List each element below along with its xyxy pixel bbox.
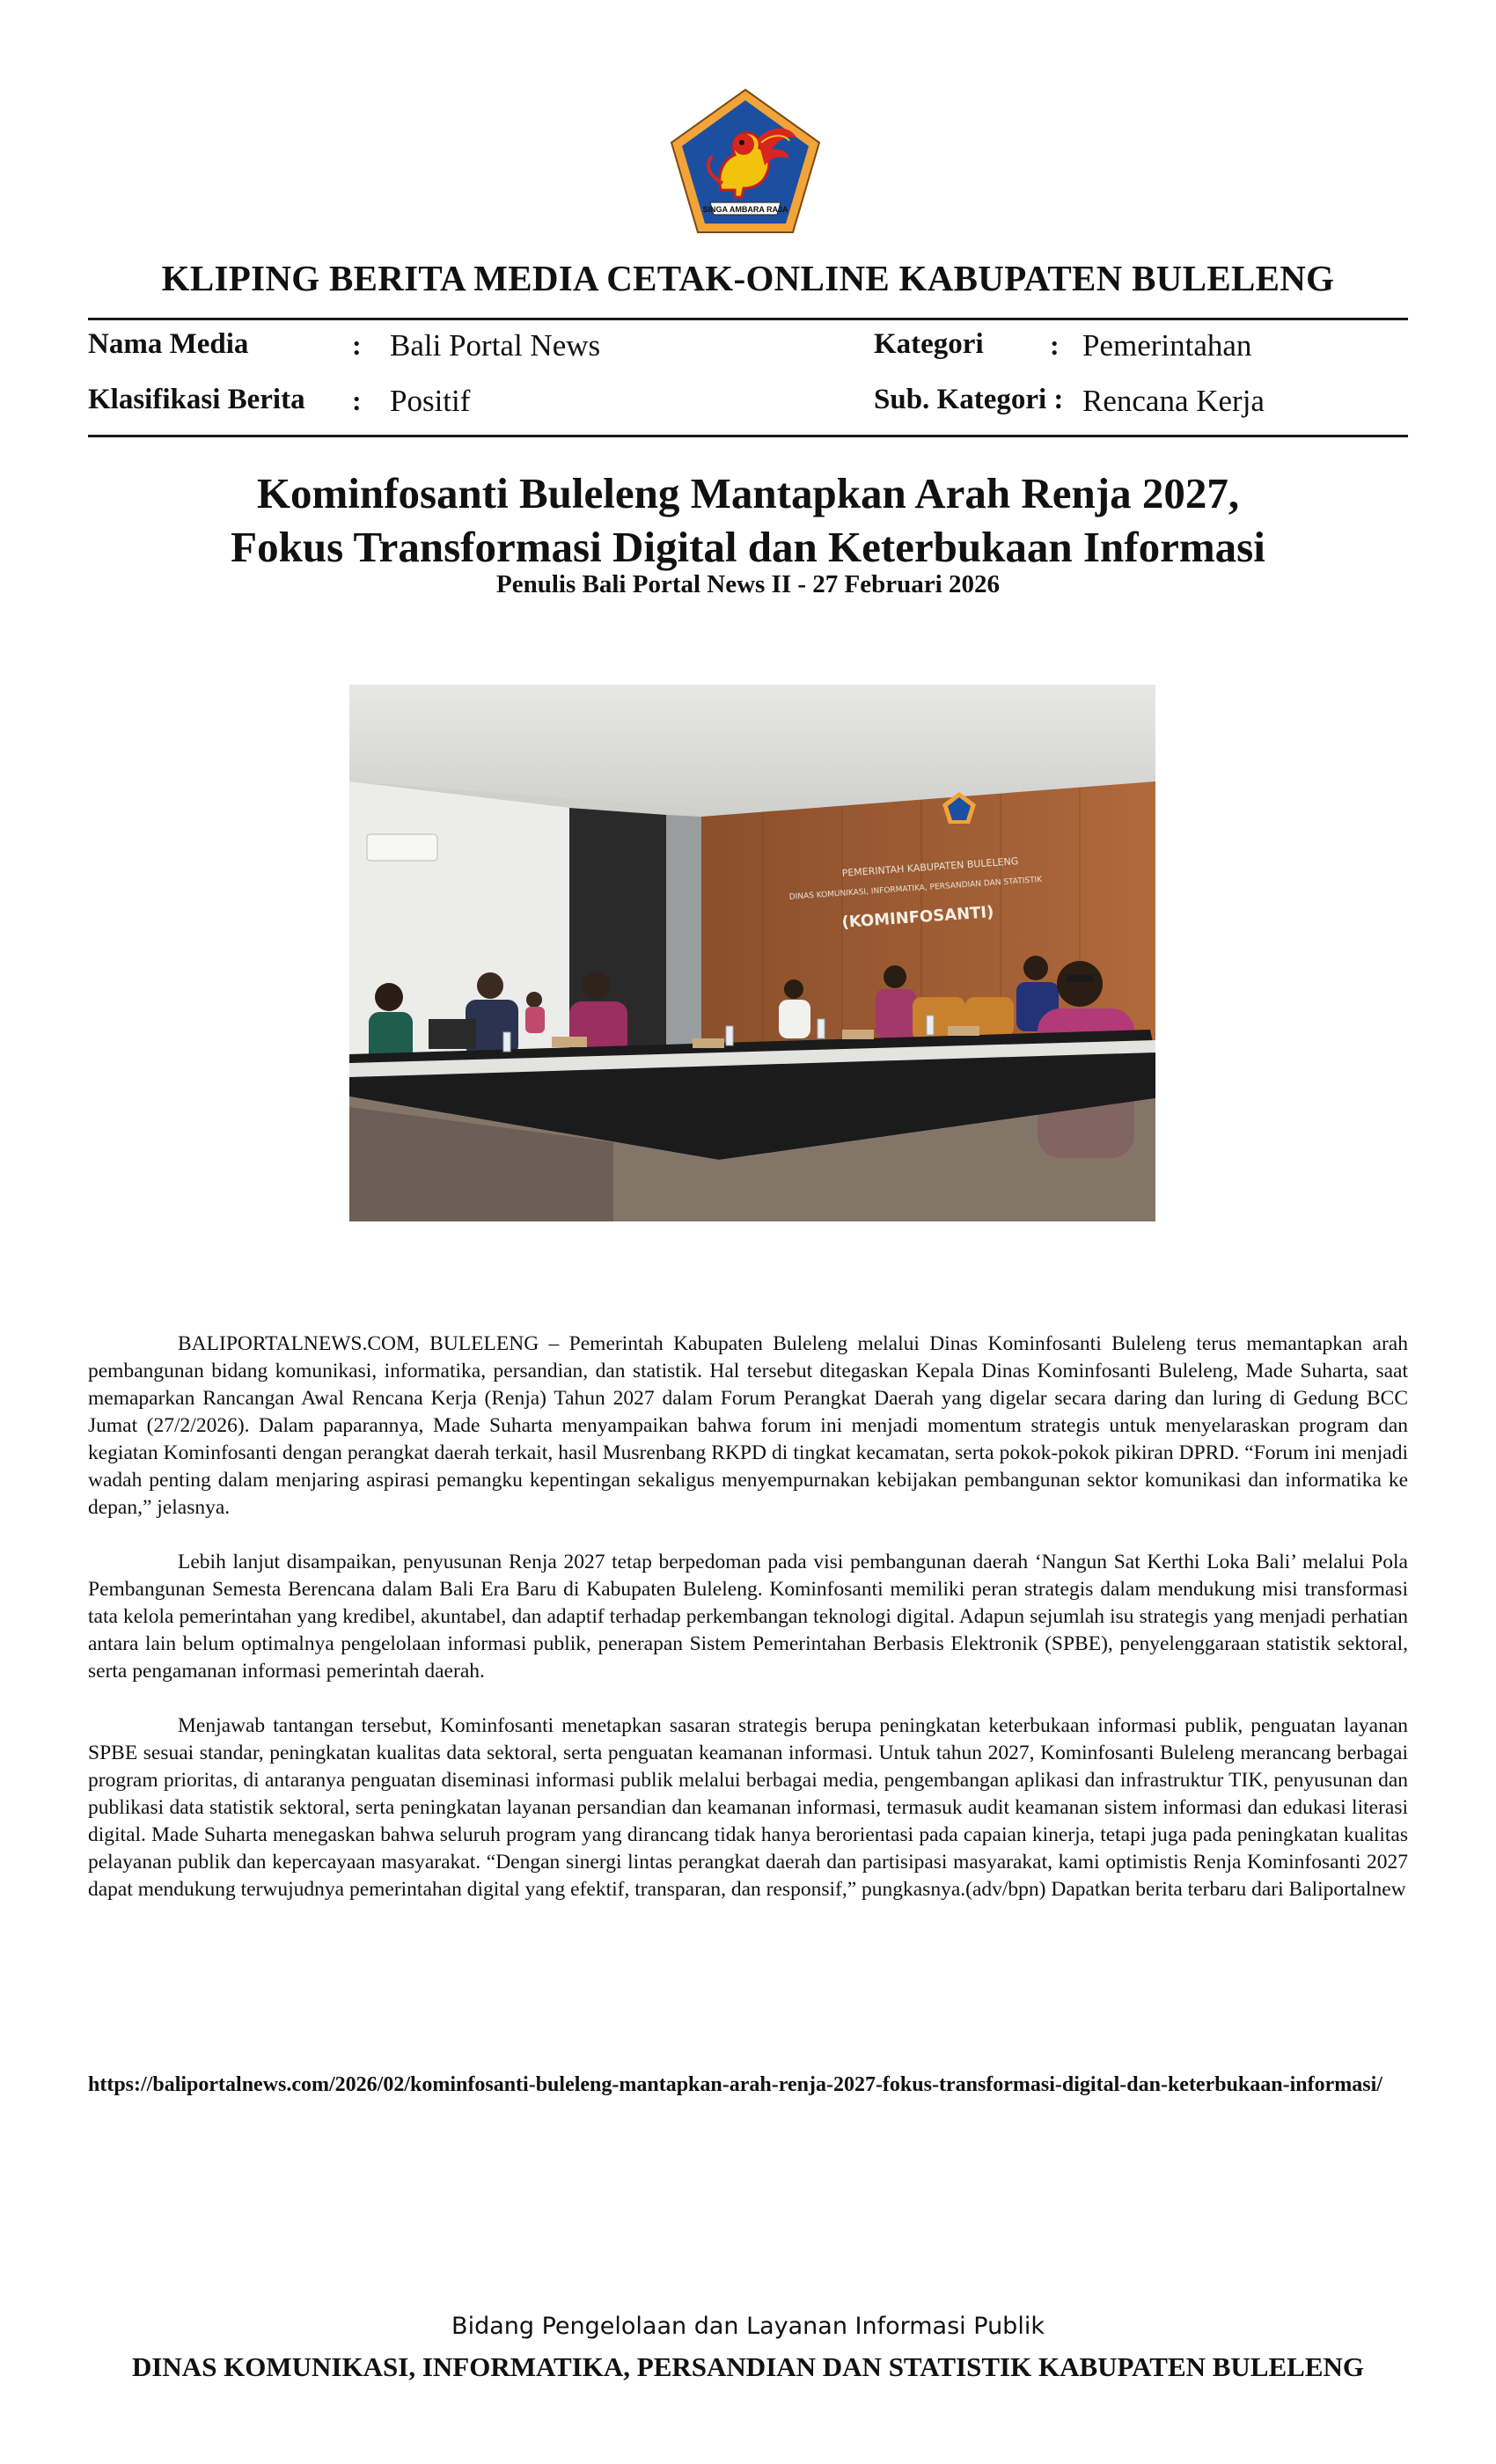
meta-label-kategori: Kategori — [874, 328, 984, 360]
meta-bottom-rule — [88, 435, 1408, 437]
meta-value-kategori: Pemerintahan — [1082, 328, 1252, 363]
photo-sign-line-3: (KOMINFOSANTI) — [840, 902, 995, 932]
article-paragraph: BALIPORTALNEWS.COM, BULELENG – Pemerintah Kabupaten Buleleng melalui Dinas Kominfosanti Buleleng terus memantapkan arah pembangunan bidang komunikasi, informatika, persandian, dan statistik. Hal tersebut ditegaskan Kepala Dinas Kominfosanti Buleleng, Made Suharta, saat memaparkan Rancangan Awal Rencana Kerja (Renja) Tahun 2027 dalam Forum Perangkat Daerah yang digelar secara daring dan luring di Gedung BCC Jumat (27/2/2026). Dalam paparannya, Made Suharta menyampaikan bahwa forum ini menjadi momentum strategis untuk menyelaraskan program dan kegiatan Kominfosanti dengan perangkat daerah terkait, hasil Musrenbang RKPD di tingkat kecamatan, serta pokok-pokok pikiran DPRD. “Forum ini menjadi wadah penting dalam menjaring aspirasi pemangku kepentingan sekaligus menyempurnakan kebijakan pembangunan sektor komunikasi dan informatika ke depan,” jelasnya. — [88, 1332, 1408, 1519]
meta-label-nama-media: Nama Media — [88, 328, 249, 360]
article-paragraph: Lebih lanjut disampaikan, penyusunan Renja 2027 tetap berpedoman pada visi pembangunan daerah ‘Nangun Sat Kerthi Loka Bali’ melalui Pola Pembangunan Semesta Berencana dalam Bali Era Baru di Kabupaten Buleleng. Kominfosanti memiliki peran strategis dalam mendukung misi transformasi tata kelola pemerintahan yang kredibel, akuntabel, dan adaptif terhadap perkembangan teknologi digital. Adapun sejumlah isu strategis yang menjadi perhatian antara lain belum optimalnya pengelolaan informasi publik, penerapan Sistem Pemerintahan Berbasis Elektronik (SPBE), penyelenggaraan statistik sektoral, serta pengamanan informasi pemerintah daerah. — [88, 1551, 1408, 1683]
footer-division: Bidang Pengelolaan dan Layanan Informasi Publik — [451, 2313, 1045, 2340]
article-photo — [349, 685, 1155, 1221]
meta-value-klasifikasi: Positif — [390, 384, 471, 418]
meta-colon: : — [352, 385, 362, 416]
meta-value-nama-media: Bali Portal News — [390, 328, 601, 363]
photo-sign-line-2: DINAS KOMUNIKASI, INFORMATIKA, PERSANDIAN DAN STATISTIK — [788, 875, 1043, 902]
meta-value-sub-kategori: Rencana Kerja — [1082, 384, 1265, 418]
headline-line-2: Fokus Transformasi Digital dan Keterbukaan Informasi — [231, 523, 1265, 571]
crest-icon — [666, 86, 825, 236]
article-headline — [88, 466, 1408, 574]
buleleng-crest-logo — [666, 86, 825, 236]
source-url-link[interactable]: https://baliportalnews.com/2026/02/kominfosanti-buleleng-mantapkan-arah-renja-2027-fokus-transformasi-digital-dan-keterbukaan-informasi/ — [88, 2073, 1382, 2096]
article-paragraph: Menjawab tantangan tersebut, Kominfosanti menetapkan sasaran strategis berupa peningkatan keterbukaan informasi publik, penguatan layanan SPBE sesuai standar, peningkatan kualitas data sektoral, serta penguatan keamanan informasi. Untuk tahun 2027, Kominfosanti Buleleng merancang berbagai program prioritas, di antaranya penguatan diseminasi informasi publik melalui berbagai media, pengembangan aplikasi dan infrastruktur TIK, penyusunan dan publikasi data statistik sektoral, serta peningkatan layanan persandian dan keamanan informasi, termasuk audit keamanan sistem informasi dan edukasi literasi digital. Made Suharta menegaskan bahwa seluruh program yang dirancang tidak hanya berorientasi pada capaian kinerja, tetapi juga pada peningkatan kualitas pelayanan publik dan kepercayaan masyarakat. “Dengan sinergi lintas perangkat daerah dan partisipasi masyarakat, kami optimistis Renja Kominfosanti 2027 dapat mendukung terwujudnya pemerintahan digital yang efektif, transparan, dan responsif,” pungkasnya.(adv/bpn) Dapatkan berita terbaru dari Baliportalnew — [88, 1714, 1408, 1901]
photo-sign-line-1: PEMERINTAH KABUPATEN BULELENG — [841, 855, 1019, 879]
crest-motto: SINGA AMBARA RAJA — [702, 205, 788, 214]
headline-line-1: Kominfosanti Buleleng Mantapkan Arah Renja 2027, — [256, 469, 1240, 517]
meta-label-klasifikasi: Klasifikasi Berita — [88, 384, 305, 415]
meta-top-rule — [88, 318, 1408, 320]
article-byline: Penulis Bali Portal News II - 27 Februari 2026 — [496, 570, 1000, 598]
masthead-title: KLIPING BERITA MEDIA CETAK-ONLINE KABUPATEN BULELENG — [161, 258, 1335, 298]
meeting-room-photo — [349, 685, 1155, 1221]
meta-colon: : — [1050, 329, 1060, 361]
meta-label-sub-kategori: Sub. Kategori : — [874, 384, 1064, 415]
meta-colon: : — [352, 329, 362, 361]
article-body — [88, 1331, 1408, 1931]
footer-agency: DINAS KOMUNIKASI, INFORMATIKA, PERSANDIAN DAN STATISTIK KABUPATEN BULELENG — [131, 2351, 1365, 2382]
